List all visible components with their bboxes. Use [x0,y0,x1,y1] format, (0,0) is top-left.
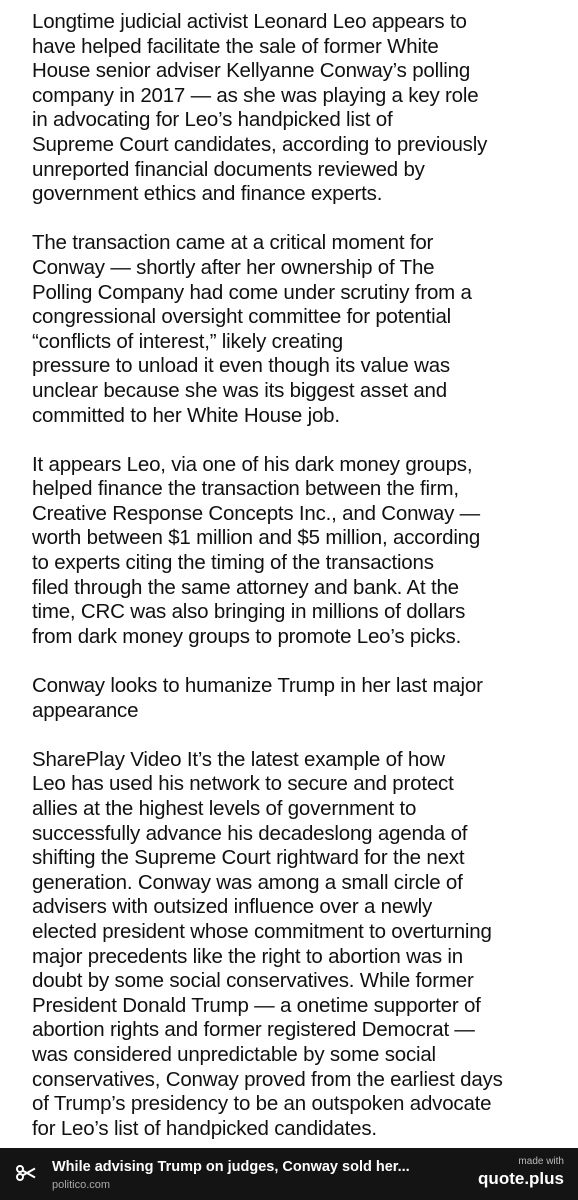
article-body [32,10,560,1166]
article-paragraph-3: It appears Leo, via one of his dark money groups, helped finance the transaction between the firm, Creative Response Concepts Inc., and Conway — worth between $1 million and $5 million, according to experts citing the timing of the transactions filed through the same attorney and bank. At the time, CRC was also bringing in millions of dollars from dark money groups to promote Leo’s picks. [32,452,481,648]
made-with-label: made with [518,1156,564,1167]
article-paragraph-1: Longtime judicial activist Leonard Leo appears to have helped facilitate the sale of former White House senior adviser Kellyanne Conway’s polling company in 2017 — as she was playing a key role in advocating for Leo’s handpicked list of Supreme Court candidates, according to previously unreported financial documents reviewed by government ethics and finance experts. [32,10,488,206]
source-footer[interactable] [0,1148,578,1200]
scissors-icon [16,1165,36,1181]
article-paragraph-2: The transaction came at a critical moment for Conway — shortly after her ownership of The Polling Company had come under scrutiny from a congressional oversight committee for potential “conflicts of interest,” likely creating pressure to unload it even though its value was unclear because she was its biggest asset and committed to her White House job. [32,231,472,427]
source-domain: politico.com [52,1179,111,1191]
article-paragraph-4: SharePlay Video It’s the latest example of how Leo has used his network to secure and protect allies at the highest levels of government to successfully advance his decadeslong agenda of shifting the Supreme Court rightward for the next generation. Conway was among a small circle of advisers with outsized influence over a newly elected president whose commitment to overturning major precedents like the right to abortion was in doubt by some social conservatives. While former President Donald Trump — a onetime supporter of abortion rights and former registered Democrat — was considered unpredictable by some social conservatives, Conway proved from the earliest days of Trump’s presidency to be an outspoken advocate for Leo’s list of handpicked candidates. [32,747,503,1140]
related-link-text: Conway looks to humanize Trump in her last major appearance [32,674,483,722]
brand-logo[interactable]: quote.plus [478,1169,564,1188]
source-article-title[interactable]: While advising Trump on judges, Conway sold her... [52,1159,410,1175]
